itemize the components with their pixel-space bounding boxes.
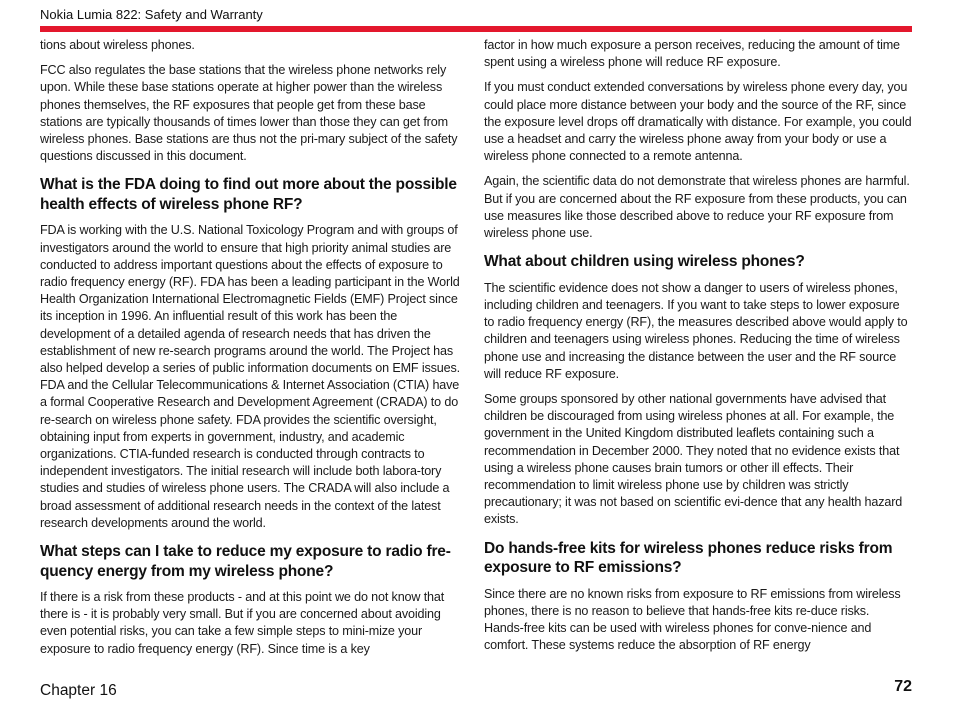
paragraph: The scientific evidence does not show a danger to users of wireless phones, including children and teenagers. If you want to take steps to lower exposure to radio frequency energy (RF), the measures described above would apply to children and teenagers using wireless phones. Reducing the time of wireless phone use and increasing the distance between the user and the RF source will reduce RF exposure. xyxy=(484,280,908,381)
paragraph: factor in how much exposure a person receives, reducing the amount of time spent using a wireless phone will reduce RF exposure. xyxy=(484,38,900,70)
page-number: 72 xyxy=(894,678,912,695)
section-heading: What steps can I take to reduce my exposure to radio fre-quency energy from my wireless phone? xyxy=(40,543,451,580)
left-column xyxy=(40,37,468,666)
paragraph: Again, the scientific data do not demonstrate that wireless phones are harmful. But if you are concerned about the RF exposure from these products, you can use measures like those described above to reduce your RF exposure from wireless phone use. xyxy=(484,174,910,241)
chapter-label: Chapter 16 xyxy=(40,682,117,699)
section-heading: Do hands-free kits for wireless phones reduce risks from exposure to RF emissions? xyxy=(484,539,893,577)
paragraph: If there is a risk from these products - and at this point we do not know that there is - it is probably very small. But if you are concerned about avoiding even potential risks, you can take a few simple steps to mini-mize your exposure to radio frequency energy (RF). Since time is a key xyxy=(40,590,445,656)
running-header: Nokia Lumia 822: Safety and Warranty xyxy=(40,7,263,22)
section-heading: What is the FDA doing to find out more about the possible health effects of wireless phone RF? xyxy=(40,176,457,213)
paragraph: FCC also regulates the base stations that the wireless phone networks rely upon. While these base stations operate at higher power than the wireless phones themselves, the RF exposures that people get from these base stations are typically thousands of times lower than those they can get from wireless phones. Base stations are thus not the pri-mary subject of the safety questions discussed in this document. xyxy=(40,63,458,164)
header-rule xyxy=(40,26,912,32)
section-heading: What about children using wireless phones? xyxy=(484,253,805,271)
paragraph: If you must conduct extended conversations by wireless phone every day, you could place more distance between your body and the source of the RF, since the exposure level drops off dramatically with distance. For example, you could use a headset and carry the wireless phone away from your body or use a wireless phone connected to a remote antenna. xyxy=(484,80,912,164)
paragraph: Some groups sponsored by other national governments have advised that children be discouraged from using wireless phones at all. For example, the government in the United Kingdom distributed leaflets containing such a recommendation in December 2000. They noted that no evidence exists that using a wireless phone causes brain tumors or other ill effects. Their recommendation to limit wireless phone use by children was strictly precautionary; it was not based on scientific evi-dence that any health hazard exists. xyxy=(484,391,903,527)
right-column xyxy=(484,37,912,662)
paragraph: tions about wireless phones. xyxy=(40,38,195,52)
paragraph: FDA is working with the U.S. National Toxicology Program and with groups of investigators around the world to ensure that high priority animal studies are conducted to address important questions about the effects of exposure to radio frequency energy (RF). FDA has been a leading participant in the World Health Organization International Electromagnetic Fields (EMF) Project since its inception in 1996. An influential result of this work has been the development of a detailed agenda of research needs that has driven the establishment of new re-search programs around the world. The Project has also helped develop a series of public information documents on EMF issues. FDA and the Cellular Telecommunications & Internet Association (CTIA) have a formal Cooperative Research and Development Agreement (CRADA) to do re-search on wireless phone safety. FDA provides the scientific oversight, obtaining input from experts in government, industry, and academic organizations. CTIA-funded research is conducted through contracts to independent investigators. The initial research will include both labora-tory studies and studies of wireless phone users. The CRADA will also include a broad assessment of additional research needs in the context of the latest research developments around the world. xyxy=(40,223,460,530)
paragraph: Since there are no known risks from exposure to RF emissions from wireless phones, there is no reason to believe that hands-free kits re-duce risks. Hands-free kits can be used with wireless phones for conve-nience and comfort. These systems reduce the absorption of RF energy xyxy=(484,586,901,653)
